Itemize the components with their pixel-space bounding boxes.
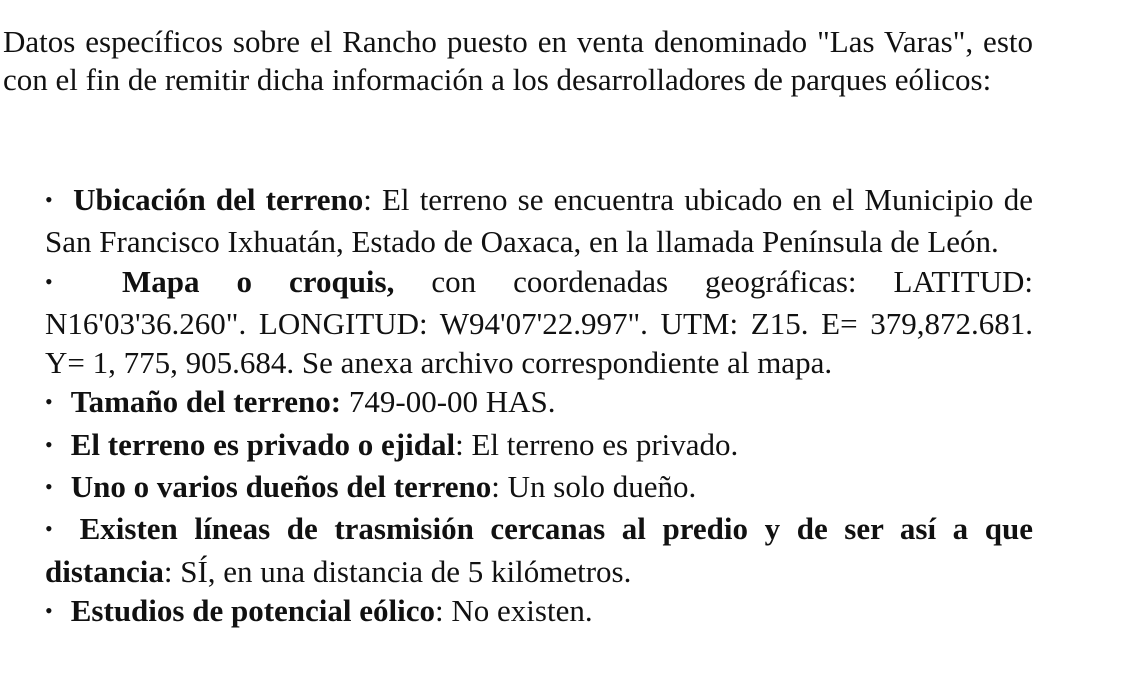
item-text: con coordenadas geográficas: LATITUD: N16'03'36.260". LONGITUD: W94'07'22.997". UTM: Z15. E= 379,872.681. Y= 1, 775, 905.684. Se anexa archivo correspondiente al mapa. (45, 263, 1033, 381)
list-item-owners (45, 467, 1033, 509)
property-details-list (45, 180, 1033, 633)
item-label: Estudios de potencial eólico (70, 592, 436, 628)
item-separator: : (455, 426, 472, 462)
list-item-map (45, 262, 1033, 383)
item-text: 749-00-00 HAS. (348, 384, 556, 420)
item-text: SÍ, en una distancia de 5 kilómetros. (180, 553, 632, 589)
item-separator (394, 264, 431, 299)
item-separator: : (435, 592, 452, 628)
list-item-size (45, 382, 1033, 424)
intro-paragraph: Datos específicos sobre el Rancho puesto en venta denominado "Las Varas", esto con el fin de remitir dicha información a los desarrolladores de parques eólicos: (3, 24, 1033, 97)
bullet-icon (45, 591, 63, 633)
bullet-icon (45, 509, 63, 551)
list-item-transmission-lines (45, 509, 1033, 591)
item-text: El terreno se encuentra ubicado en el Municipio de San Francisco Ixhuatán, Estado de Oaxaca, en la llamada Península de León. (45, 182, 1033, 260)
item-label: Mapa o croquis, (122, 263, 395, 299)
item-text: No existen. (451, 592, 593, 628)
item-separator (341, 384, 349, 419)
item-separator: : (363, 182, 382, 217)
list-item-location (45, 180, 1033, 262)
bullet-icon (45, 262, 85, 304)
item-label: Tamaño del terreno: (70, 384, 342, 420)
item-text: Un solo dueño. (507, 469, 697, 505)
bullet-icon (45, 180, 63, 222)
item-label: Uno o varios dueños del terreno (70, 469, 492, 505)
bullet-icon (45, 425, 63, 467)
item-text: El terreno es privado. (471, 426, 739, 462)
item-separator: : (491, 469, 508, 505)
item-label: El terreno es privado o ejidal (70, 426, 456, 462)
list-item-ownership-type (45, 425, 1033, 467)
item-separator: : (163, 553, 181, 589)
bullet-icon (45, 467, 63, 509)
item-label: Existen líneas de trasmisión cercanas al predio y de ser así a que distancia (45, 511, 1034, 589)
list-item-wind-studies (45, 591, 1033, 633)
bullet-icon (45, 382, 63, 424)
item-label: Ubicación del terreno (73, 182, 364, 217)
